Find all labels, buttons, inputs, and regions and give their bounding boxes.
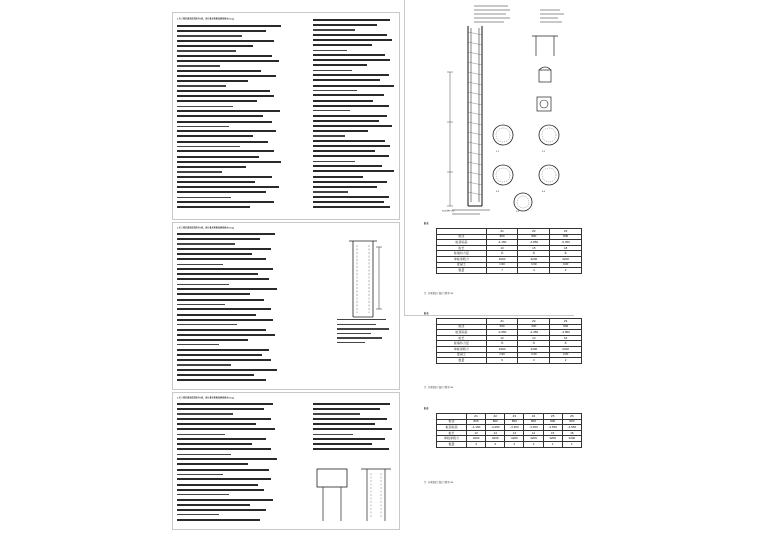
drawing-frame-line [404,0,405,315]
table-cell: -4.350 [505,425,524,431]
schedule-sheet-1 [420,220,586,300]
section-5-5 [510,190,536,220]
table-cell: 1 [562,441,581,447]
table-cell: Z5 [543,414,562,420]
pile-section-mid [534,94,554,114]
table-cell: C30 [518,262,550,268]
table-cell: -4.250 [486,425,505,431]
table-cell: ⑤ [486,341,518,347]
table-cell: 6 [486,358,518,364]
table-cell: 13 [466,430,485,436]
table-cell: -4.150 [466,425,485,431]
table-row [437,268,582,274]
table-cell: 2 [550,358,582,364]
table-cell: 3200 [466,436,485,442]
table-cell: 单桩承载力 [437,436,467,442]
table-cell: 单桩承载力 [437,256,487,262]
pile-detail-sheet [410,2,588,218]
table-cell: 13 [486,430,505,436]
notes-title: 1.本工程抗震设防烈度为7度，设计基本地震加速度值为0.10g [177,396,234,399]
pile-scale-note: 桩身详图 1:50 [442,210,455,213]
schedule-sheet-3 [420,405,586,485]
notes-sheet-1 [172,12,400,220]
table-cell: 桩顶标高 [437,425,467,431]
table-cell: 3200 [550,256,582,262]
table-cell: 混凝土 [437,352,487,358]
table-cell: 2400 [550,346,582,352]
notes-title: 1.本工程抗震设防烈度为7度，设计基本地震加速度值为0.10g [177,17,234,20]
table-cell: 3200 [524,436,543,442]
schedule-label: 桩表 [424,312,429,315]
table-row [437,358,582,364]
table-cell: 桩顶标高 [437,240,487,246]
table-cell: 2400 [486,346,518,352]
table-cell: ⑥ [550,251,582,257]
schedule-table [436,318,582,364]
notes-column-left [177,25,285,211]
table-cell: 单桩承载力 [437,346,487,352]
pile-detail-small [333,237,393,327]
table-cell: 数量 [437,358,487,364]
table-cell: 3200 [562,436,581,442]
table-cell: 桩端持力层 [437,251,487,257]
table-cell: 3200 [505,436,524,442]
table-cell: 桩长 [437,245,487,251]
table-cell: 15 [562,430,581,436]
table-cell: 13 [486,245,518,251]
table-cell: 4 [518,268,550,274]
section-label: 4-4 [542,190,546,193]
table-cell: 800 [562,419,581,425]
table-cell: 14 [518,335,550,341]
table-cell: 800 [486,234,518,240]
table-cell: 混凝土 [437,262,487,268]
table-cell: 800 [486,419,505,425]
table-cell: 18 [550,245,582,251]
table-cell: 800 [518,234,550,240]
pile-cap-detail [311,463,401,527]
table-cell: 数量 [437,441,467,447]
table-cell: Z3 [550,229,582,235]
table-cell: 12 [486,335,518,341]
table-cell: 800 [466,419,485,425]
table-cell: 桩径 [437,234,487,240]
table-cell: 数量 [437,268,487,274]
table-cell: ⑤ [550,341,582,347]
table-cell: 800 [543,419,562,425]
table-cell: -4.450 [518,330,550,336]
table-cell: 2 [524,441,543,447]
table-cell: Z3 [550,319,582,325]
table-cell: 800 [524,419,543,425]
table-cell: 桩顶标高 [437,330,487,336]
section-label: 5-5 [516,210,520,213]
table-cell: 600 [486,324,518,330]
section-4-4 [536,162,562,192]
table-cell: 600 [550,324,582,330]
notes-column-left [177,233,281,384]
table-cell: ⑤ [518,341,550,347]
table-cell: 4 [466,441,485,447]
table-cell: 15 [543,430,562,436]
notes-column-right [313,19,397,211]
table-cell: 3200 [486,436,505,442]
table-cell: 14 [505,430,524,436]
table-cell: 1 [543,441,562,447]
table-cell: Z6 [562,414,581,420]
table-cell: Z1 [486,319,518,325]
table-cell: 15 [518,245,550,251]
section-1-1 [490,122,516,152]
table-cell: -4.150 [486,240,518,246]
table-cell: C30 [518,352,550,358]
table-cell: C30 [486,352,518,358]
pile-top-detail [530,6,570,62]
table-row [437,441,582,447]
notes-column-right [313,403,397,454]
notes-column-right [337,319,393,346]
table-cell: 桩径 [437,419,467,425]
table-cell: Z1 [466,414,485,420]
table-cell: 800 [505,419,524,425]
table-cell: 3200 [486,256,518,262]
table-cell: 800 [550,234,582,240]
section-2-2 [536,122,562,152]
schedule-note: 注：桩身混凝土强度等级为C30 [424,386,454,389]
table-cell: ⑥ [486,251,518,257]
table-cell: 2 [550,268,582,274]
schedule-label: 桩表 [424,407,429,410]
notes-title: 1.本工程抗震设防烈度为7度，设计基本地震加速度值为0.10g [177,226,234,229]
notes-column-left [177,403,281,524]
section-3-3 [490,162,516,192]
table-cell: Z3 [505,414,524,420]
table-cell: 7 [486,268,518,274]
table-cell: C30 [550,352,582,358]
table-cell: Z2 [486,414,505,420]
table-cell: 3 [518,358,550,364]
table-cell: 桩长 [437,430,467,436]
notes-sheet-3 [172,392,400,530]
table-cell: 2400 [518,346,550,352]
table-cell: 16 [550,335,582,341]
table-cell: Z1 [486,229,518,235]
schedule-sheet-2 [420,310,586,396]
schedule-table [436,228,582,274]
table-cell: 3 [486,441,505,447]
table-cell: 2 [505,441,524,447]
schedule-label: 桩表 [424,222,429,225]
table-cell: C30 [486,262,518,268]
pile-section-cap [536,64,556,86]
table-cell: -5.350 [550,240,582,246]
table-cell: 3200 [543,436,562,442]
section-label: 2-2 [542,150,546,153]
section-label: 3-3 [496,190,500,193]
table-cell: 600 [518,324,550,330]
table-cell: -4.650 [562,425,581,431]
table-cell: -4.850 [518,240,550,246]
table-cell: C30 [550,262,582,268]
table-cell: Z2 [518,229,550,235]
table-cell: Z2 [518,319,550,325]
table-cell: 14 [524,430,543,436]
table-cell: -3.950 [486,330,518,336]
table-cell: Z4 [524,414,543,420]
table-cell: 桩径 [437,324,487,330]
table-cell: -4.550 [543,425,562,431]
table-cell: -4.850 [550,330,582,336]
table-cell: 3200 [518,256,550,262]
table-cell: 桩端持力层 [437,341,487,347]
schedule-table [436,413,582,448]
table-cell: ⑥ [518,251,550,257]
section-label: 1-1 [496,150,500,153]
table-cell: -4.450 [524,425,543,431]
schedule-note: 注：桩身混凝土强度等级为C30 [424,292,454,295]
schedule-note: 注：桩身混凝土强度等级为C30 [424,481,454,484]
notes-sheet-2 [172,222,400,390]
table-cell: 桩长 [437,335,487,341]
